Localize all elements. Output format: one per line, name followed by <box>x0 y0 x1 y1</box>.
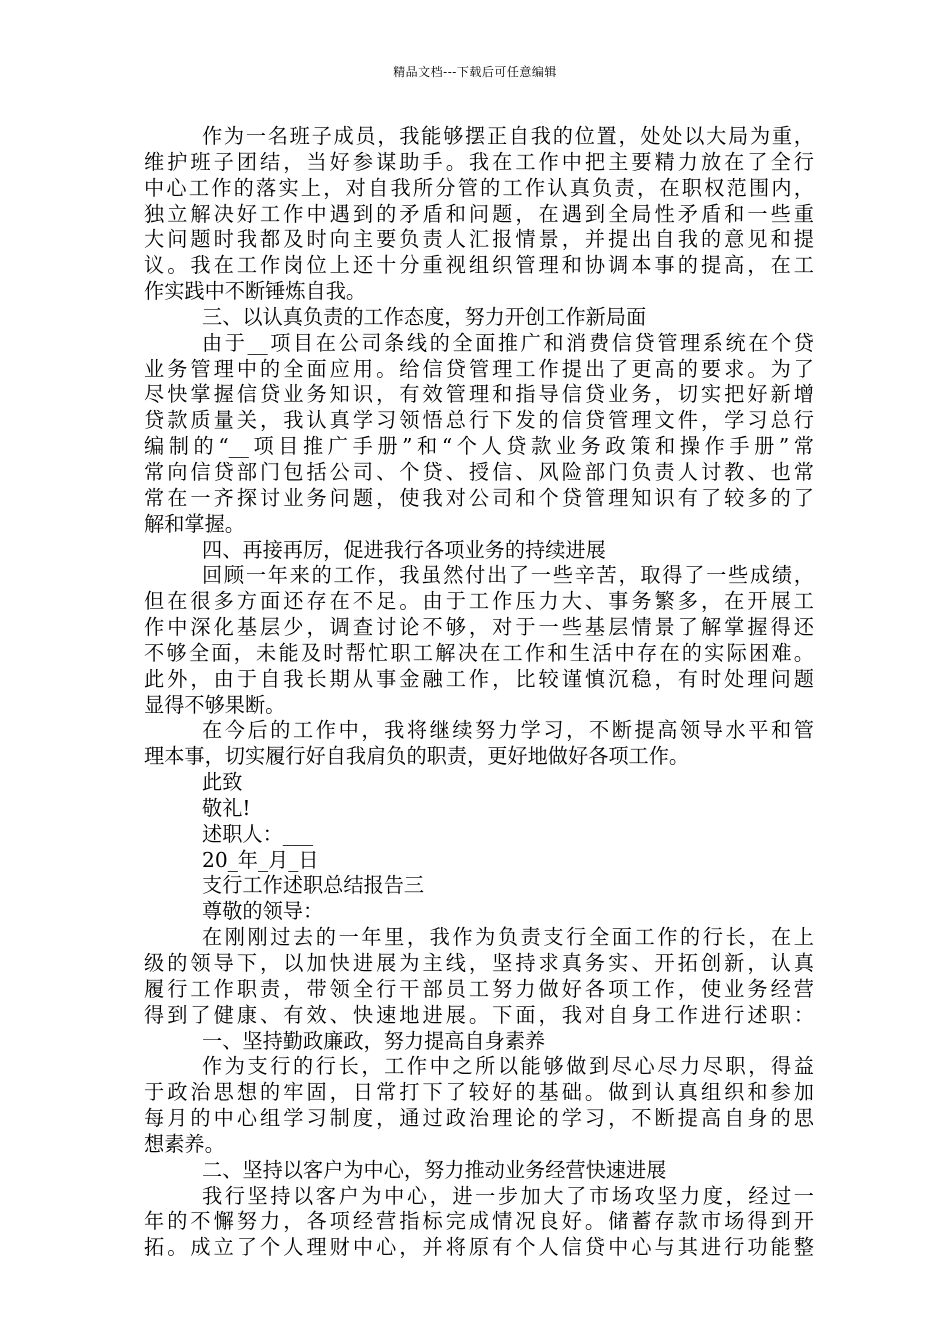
text-line: 此外，由于自我长期从事金融工作，比较谨慎沉稳，有时处理问题 <box>144 666 814 691</box>
text-line: 在刚刚过去的一年里，我作为负责支行全面工作的行长，在上 <box>202 925 814 950</box>
text-line: 作为支行的行长，工作中之所以能够做到尽心尽力尽职，得益 <box>202 1054 814 1079</box>
text-line: 我行坚持以客户为中心，进一步加大了市场攻坚力度，经过一 <box>202 1183 814 1208</box>
text-line: 独立解决好工作中遇到的矛盾和问题，在遇到全局性矛盾和一些重 <box>144 201 814 226</box>
text-line: 每月的中心组学习制度，通过政治理论的学习，不断提高自身的思 <box>144 1106 814 1131</box>
text-line: 得到了健康、有效、快速地进展。下面，我对自身工作进行述职： <box>144 1002 814 1027</box>
text-line: 回顾一年来的工作，我虽然付出了一些辛苦，取得了一些成绩， <box>202 563 814 588</box>
text-line: 贷款质量关，我认真学习领悟总行下发的信贷管理文件，学习总行 <box>144 408 814 433</box>
text-line: 敬礼! <box>202 795 251 820</box>
text-line: 不够全面，未能及时帮忙职工解决在工作和生活中存在的实际困难。 <box>144 640 814 665</box>
text-line: 在今后的工作中，我将继续努力学习，不断提高领导水平和管 <box>202 718 814 743</box>
text-line: 但在很多方面还存在不足。由于工作压力大、事务繁多，在开展工 <box>144 589 814 614</box>
text-line: 尽快掌握信贷业务知识，有效管理和指导信贷业务，切实把好新增 <box>144 382 814 407</box>
text-line: 显得不够果断。 <box>144 692 286 717</box>
text-line: 维护班子团结，当好参谋助手。我在工作中把主要精力放在了全行 <box>144 149 814 174</box>
text-line: 尊敬的领导： <box>202 899 324 924</box>
body-text <box>144 124 814 1261</box>
text-line: 常向信贷部门包括公司、个贷、授信、风险部门负责人讨教、也常 <box>144 459 814 484</box>
text-line: 作实践中不断锤炼自我。 <box>144 279 367 304</box>
text-line: 此致 <box>202 770 243 795</box>
text-line: 于政治思想的牢固，日常打下了较好的基础。做到认真组织和参加 <box>144 1080 814 1105</box>
text-line: 二、坚持以客户为中心，努力推动业务经营快速进展 <box>202 1157 667 1182</box>
text-line: 四、再接再厉，促进我行各项业务的持续进展 <box>202 537 606 562</box>
text-line: 拓。成立了个人理财中心，并将原有个人信贷中心与其进行功能整 <box>144 1235 814 1260</box>
text-line: 作为一名班子成员，我能够摆正自我的位置，处处以大局为重， <box>202 124 814 148</box>
text-line: 想素养。 <box>144 1131 225 1156</box>
text-line: 作中深化基层少，调查讨论不够，对于一些基层情景了解掌握得还 <box>144 615 814 640</box>
text-line: 由于__项目在公司条线的全面推广和消费信贷管理系统在个贷 <box>202 330 814 355</box>
text-line: 级的领导下，以加快进展为主线，坚持求真务实、开拓创新，认真 <box>144 951 814 975</box>
header-note: 精品文档---下载后可任意编辑 <box>393 65 557 79</box>
text-line: 履行工作职责，带领全行干部员工努力做好各项工作，使业务经营 <box>144 976 814 1001</box>
text-line: 一、坚持勤政廉政，努力提高自身素养 <box>202 1028 546 1053</box>
text-line: 支行工作述职总结报告三 <box>202 873 425 898</box>
text-line: 解和掌握。 <box>144 511 245 536</box>
text-line: 年的不懈努力，各项经营指标完成情况良好。储蓄存款市场得到开 <box>144 1209 814 1234</box>
text-line: 理本事，切实履行好自我肩负的职责，更好地做好各项工作。 <box>144 744 690 769</box>
text-line: 述职人：___ <box>202 821 314 846</box>
text-line: 业务管理中的全面应用。给信贷管理工作提出了更高的要求。为了 <box>144 356 814 381</box>
text-line: 20_年_月_日 <box>202 847 319 872</box>
text-line: 常在一齐探讨业务问题，使我对公司和个贷管理知识有了较多的了 <box>144 485 814 510</box>
text-line: 中心工作的落实上，对自我所分管的工作认真负责，在职权范围内， <box>144 175 814 200</box>
text-line: 编制的“__项目推广手册”和“个人贷款业务政策和操作手册”常 <box>144 434 814 459</box>
text-line: 议。我在工作岗位上还十分重视组织管理和协调本事的提高，在工 <box>144 253 814 278</box>
text-line: 三、以认真负责的工作态度，努力开创工作新局面 <box>202 304 647 329</box>
text-line: 大问题时我都及时向主要负责人汇报情景，并提出自我的意见和提 <box>144 227 814 252</box>
